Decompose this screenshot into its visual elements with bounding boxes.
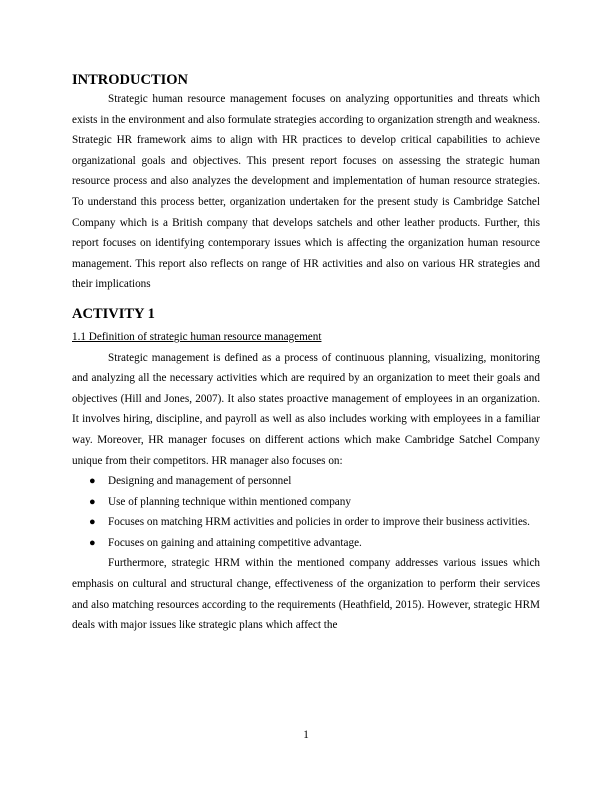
- hr-focus-list: [72, 471, 540, 553]
- list-item: [72, 471, 540, 492]
- list-item: [72, 492, 540, 513]
- list-item-text: Focuses on gaining and attaining competitive advantage.: [108, 536, 362, 549]
- list-item-text: Focuses on matching HRM activities and policies in order to improve their business activities.: [108, 516, 530, 529]
- bullet-icon: ●: [89, 516, 96, 529]
- introduction-paragraph: Strategic human resource management focuses on analyzing opportunities and threats which exists in the environment and also formulate strategies according to organization strength and weakness. Strategic HR framework aims to align with HR practices to develop critical capabilities to achieve organizational goals and objectives. This present report focuses on assessing the strategic human resource process and also analyzes the development and implementation of human resource strategies. To understand this process better, organization undertaken for the present study is Cambridge Satchel Company which is a British company that develops satchels and other leather products. Further, this report focuses on identifying contemporary issues which is affecting the organization human resource management. This report also reflects on range of HR activities and also on various HR strategies and their implications: [72, 93, 540, 291]
- strategic-hrm-paragraph: Furthermore, strategic HRM within the mentioned company addresses various issues which emphasis on cultural and structural change, effectiveness of the organization to perform their services and also matching resources according to the requirements (Heathfield, 2015). However, strategic HRM deals with major issues like strategic plans which affect the: [72, 557, 540, 632]
- bullet-icon: ●: [89, 475, 96, 488]
- page-number: 1: [303, 729, 309, 741]
- list-item-text: Use of planning technique within mentioned company: [108, 495, 351, 508]
- introduction-heading: INTRODUCTION: [72, 72, 189, 88]
- strategic-management-paragraph: Strategic management is defined as a process of continuous planning, visualizing, monitoring and analyzing all the necessary activities which are required by an organization to meet their goals and objectives (Hill and Jones, 2007). It also states proactive management of employees in an organization. It involves hiring, discipline, and payroll as well as also includes working with employees in a familiar way. Moreover, HR manager focuses on different actions which make Cambridge Satchel Company unique from their competitors. HR manager also focuses on:: [72, 351, 540, 467]
- list-item: [72, 512, 540, 533]
- bullet-icon: ●: [89, 536, 96, 549]
- list-item: [72, 533, 540, 554]
- list-item-text: Designing and management of personnel: [108, 475, 292, 488]
- page-content: [72, 71, 540, 636]
- section-1-1-subheading: 1.1 Definition of strategic human resource management: [72, 330, 322, 343]
- activity-1-heading: ACTIVITY 1: [72, 305, 155, 322]
- bullet-icon: ●: [89, 495, 96, 508]
